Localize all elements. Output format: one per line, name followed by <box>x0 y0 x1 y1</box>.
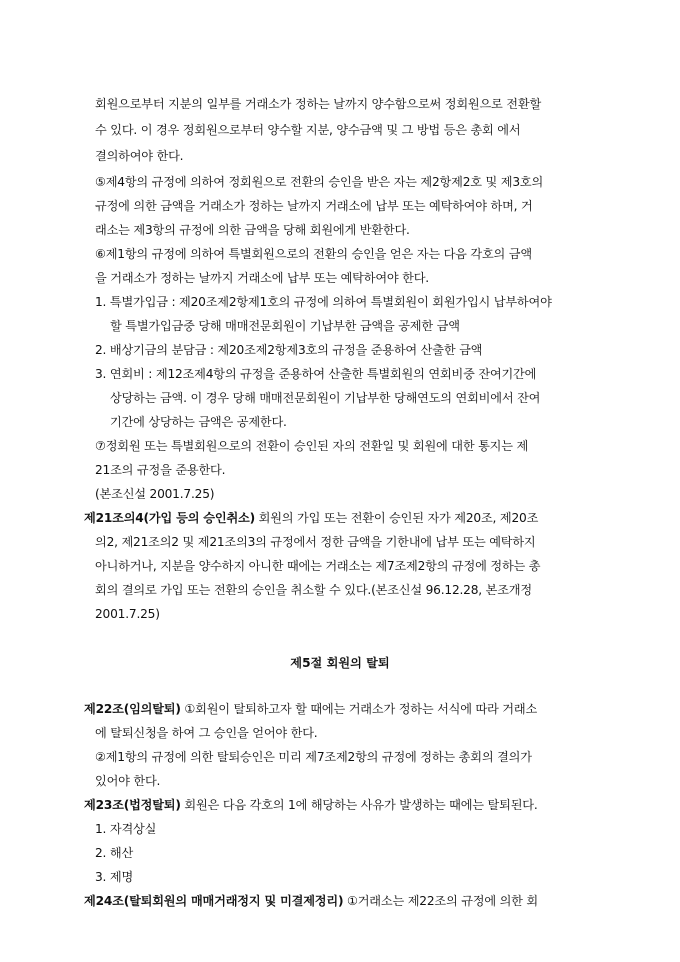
text-line: 결의하여야 한다. <box>95 149 184 163</box>
text-line: ⑦정회원 또는 특별회원으로의 전환이 승인된 자의 전환일 및 회원에 대한 통지는 제 <box>95 439 529 453</box>
article-title: 제24조(탈퇴회원의 매매거래정지 및 미결제정리) <box>84 894 344 908</box>
article-text: ①회원이 탈퇴하고자 할 때에는 거래소가 정하는 서식에 따라 거래소 <box>180 702 538 716</box>
list-item: 1. 특별가입금 : 제20조제2항제1호의 규정에 의하여 특별회원이 회원가입시 납부하여야 <box>95 295 552 309</box>
article-22-first-line <box>84 700 537 718</box>
text-line: 아니하거나, 지분을 양수하지 아니한 때에는 거래소는 제7조제2항의 규정에 정하는 총 <box>95 559 541 573</box>
article-text: 회원의 가입 또는 전환이 승인된 자가 제20조, 제20조 <box>254 511 539 525</box>
text-line: 의2, 제21조의2 및 제21조의3의 규정에서 정한 금액을 기한내에 납부 또는 예탁하지 <box>95 535 536 549</box>
list-item: 3. 제명 <box>95 870 134 884</box>
text-line: ⑥제1항의 규정에 의하여 특별회원으로의 전환의 승인을 얻은 자는 다음 각호의 금액 <box>95 247 532 261</box>
text-line: 기간에 상당하는 금액은 공제한다. <box>110 415 287 429</box>
text-line: 을 거래소가 정하는 날까지 거래소에 납부 또는 예탁하여야 한다. <box>95 271 429 285</box>
text-line: 회원으로부터 지분의 일부를 거래소가 정하는 날까지 양수함으로써 정회원으로 전환할 <box>95 97 542 111</box>
text-line: 있어야 한다. <box>95 774 161 788</box>
text-line: 규정에 의한 금액을 거래소가 정하는 날까지 거래소에 납부 또는 예탁하여야 하며, 거 <box>95 199 533 213</box>
text-line: 할 특별가입금중 당해 매매전문회원이 기납부한 금액을 공제한 금액 <box>110 319 460 333</box>
list-item: 3. 연회비 : 제12조제4항의 규정을 준용하여 산출한 특별회원의 연회비중 잔여기간에 <box>95 367 537 381</box>
text-line: 21조의 규정을 준용한다. <box>95 463 226 477</box>
list-item: 2. 해산 <box>95 846 134 860</box>
text-line: 회의 결의로 가입 또는 전환의 승인을 취소할 수 있다.(본조신설 96.12.28, 본조개정 <box>95 583 532 597</box>
text-line: ②제1항의 규정에 의한 탈퇴승인은 미리 제7조제2항의 규정에 정하는 총회의 결의가 <box>95 750 532 764</box>
text-line: 에 탈퇴신청을 하여 그 승인을 얻어야 한다. <box>95 726 318 740</box>
article-text: ①거래소는 제22조의 규정에 의한 회 <box>343 894 538 908</box>
article-title: 제22조(임의탈퇴) <box>84 702 181 716</box>
article-title: 제21조의4(가입 등의 승인취소) <box>84 511 255 525</box>
text-line: ⑤제4항의 규정에 의하여 정회원으로 전환의 승인을 받은 자는 제2항제2호 및 제3호의 <box>95 175 544 189</box>
text-line: 상당하는 금액. 이 경우 당해 매매전문회원이 기납부한 당해연도의 연회비에서 잔여 <box>110 391 541 405</box>
text-line: 2001.7.25) <box>95 607 160 621</box>
text-line: 수 있다. 이 경우 정회원으로부터 양수할 지분, 양수금액 및 그 방법 등은 총회 에서 <box>95 123 521 137</box>
article-title: 제23조(법정탈퇴) <box>84 798 181 812</box>
article-24-first-line <box>84 892 538 910</box>
article-text: 회원은 다음 각호의 1에 해당하는 사유가 발생하는 때에는 탈퇴된다. <box>180 798 538 812</box>
article-21-4-first-line <box>84 509 538 527</box>
list-item: 1. 자격상실 <box>95 822 157 836</box>
text-line: 래소는 제3항의 규정에 의한 금액을 당해 회원에게 반환한다. <box>95 223 410 237</box>
article-23-first-line <box>84 796 538 814</box>
amendment-note: (본조신설 2001.7.25) <box>95 487 215 501</box>
list-item: 2. 배상기금의 분담금 : 제20조제2항제3호의 규정을 준용하여 산출한 금액 <box>95 343 483 357</box>
section-heading: 제5절 회원의 탈퇴 <box>290 656 390 670</box>
